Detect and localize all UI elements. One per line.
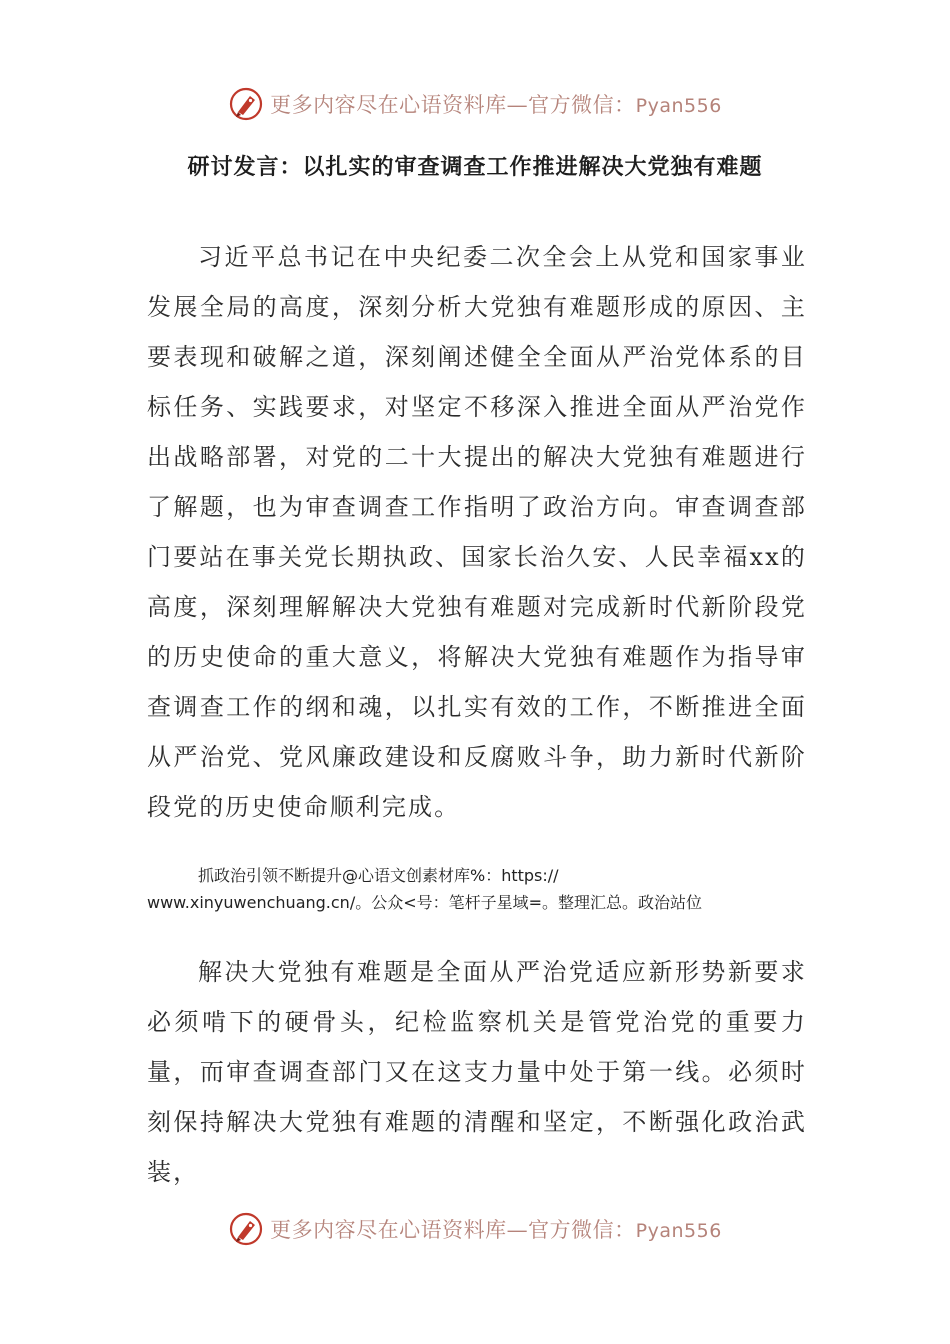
page-title: 研讨发言：以扎实的审查调查工作推进解决大党独有难题 bbox=[187, 154, 763, 180]
source-note bbox=[147, 862, 807, 916]
body-paragraph-1: 习近平总书记在中央纪委二次全会上从党和国家事业发展全局的高度，深刻分析大党独有难题形成的原因、主要表现和破解之道，深刻阐述健全全面从严治党体系的目标任务、实践要求，对坚定不移深入推进全面从严治党作出战略部署，对党的二十大提出的解决大党独有难题进行了解题，也为审查调查工作指明了政治方向。审查调查部门要站在事关党长期执政、国家长治久安、人民幸福xx的高度，深刻理解解决大党独有难题对完成新时代新阶段党的历史使命的重大意义，将解决大党独有难题作为指导审查调查工作的纲和魂，以扎实有效的工作，不断推进全面从严治党、党风廉政建设和反腐败斗争，助力新时代新阶段党的历史使命顺利完成。 bbox=[147, 243, 807, 821]
footer-banner bbox=[0, 1207, 950, 1251]
header-banner-text bbox=[270, 89, 722, 119]
footer-banner-text bbox=[270, 1214, 722, 1244]
body-paragraph-2: 解决大党独有难题是全面从严治党适应新形势新要求必须啃下的硬骨头，纪检监察机关是管党治党的重要力量，而审查调查部门又在这支力量中处于第一线。必须时刻保持解决大党独有难题的清醒和坚定，不断强化政治武装， bbox=[147, 958, 807, 1186]
header-banner-handle: Pyan556 bbox=[635, 95, 722, 117]
source-note-line-1: 抓政治引领不断提升@心语文创素材库%：https:// bbox=[198, 866, 559, 885]
source-note-line-2: www.xinyuwenchuang.cn/。公众<号：笔杆子星域=。整理汇总。政治站位 bbox=[147, 893, 703, 912]
header-banner-label: 更多内容尽在心语资料库—官方微信： bbox=[270, 93, 636, 117]
footer-banner-handle: Pyan556 bbox=[635, 1220, 722, 1242]
footer-banner-label: 更多内容尽在心语资料库—官方微信： bbox=[270, 1218, 636, 1242]
header-banner bbox=[0, 82, 950, 126]
pen-nib-logo-icon bbox=[228, 86, 264, 122]
pen-nib-logo-icon bbox=[228, 1211, 264, 1247]
